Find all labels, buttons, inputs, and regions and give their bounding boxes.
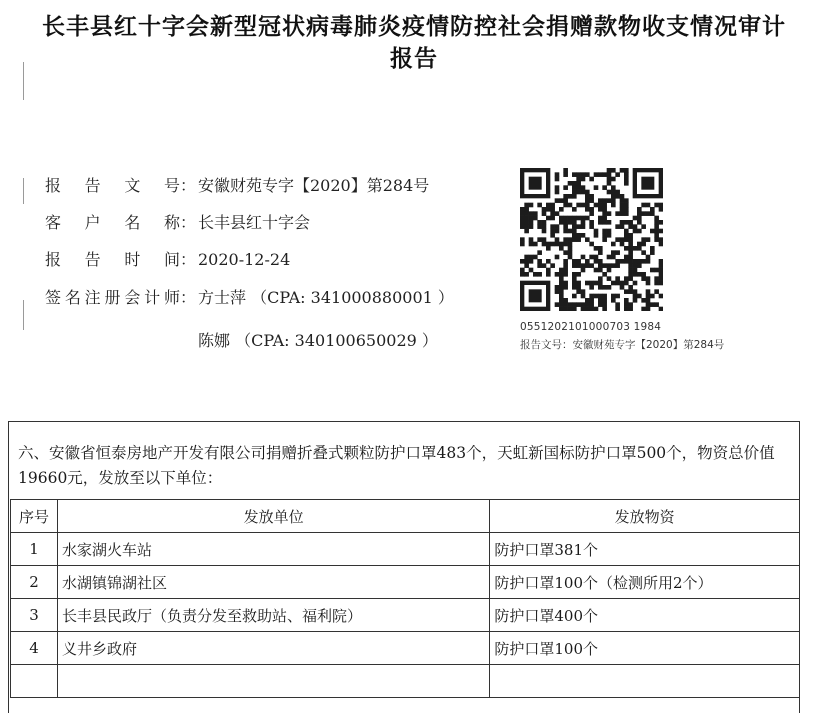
qr-report-reference: 报告文号：安徽财苑专字【2020】第284号	[520, 339, 725, 351]
row-item: 防护口罩400个	[490, 599, 800, 632]
header-index: 序号	[11, 500, 58, 533]
distribution-table	[10, 499, 800, 698]
row-item	[490, 665, 800, 698]
row-unit: 义井乡政府	[57, 632, 489, 665]
cpa-1-value: 方士萍 （CPA: 341000880001 ）	[198, 288, 454, 307]
colon: ：	[180, 176, 197, 195]
row-index: 4	[11, 632, 58, 665]
report-title-line-2: 报告	[390, 46, 438, 72]
row-unit: 水湖镇锦湖社区	[57, 566, 489, 599]
row-item: 防护口罩100个（检测所用2个）	[490, 566, 800, 599]
row-unit: 长丰县民政厅（负责分发至救助站、福利院）	[57, 599, 489, 632]
row-unit: 水家湖火车站	[57, 533, 489, 566]
report-number-row	[45, 173, 429, 196]
report-number-value: 安徽财苑专字【2020】第284号	[198, 176, 430, 195]
qr-code-icon	[520, 168, 663, 311]
report-number-label: 报 告 文 号	[45, 176, 180, 195]
table-row	[11, 665, 800, 698]
row-unit	[57, 665, 489, 698]
colon: ：	[180, 213, 197, 232]
qr-serial-number: 0551202101000703 1984	[520, 321, 662, 333]
row-index: 1	[11, 533, 58, 566]
header-item: 发放物资	[490, 500, 800, 533]
table-row	[11, 599, 800, 632]
table-row	[11, 533, 800, 566]
row-item: 防护口罩100个	[490, 632, 800, 665]
row-index: 3	[11, 599, 58, 632]
cpa-2-value: 陈娜 （CPA: 340100650029 ）	[198, 331, 438, 350]
colon: ：	[180, 250, 197, 269]
table-row	[11, 632, 800, 665]
row-index	[11, 665, 58, 698]
client-row	[45, 210, 310, 233]
report-title-line-1: 长丰县红十字会新型冠状病毒肺炎疫情防控社会捐赠款物收支情况审计	[42, 14, 786, 40]
section-heading: 六、安徽省恒泰房地产开发有限公司捐赠折叠式颗粒防护口罩483个，天虹新国标防护口罩500个，物资总价值19660元，发放至以下单位：	[18, 444, 775, 487]
colon: ：	[180, 288, 197, 307]
report-date-value: 2020-12-24	[198, 250, 291, 269]
report-date-row	[45, 247, 290, 270]
client-value: 长丰县红十字会	[198, 213, 311, 232]
table-row	[11, 566, 800, 599]
row-index: 2	[11, 566, 58, 599]
margin-mark	[23, 300, 24, 330]
report-date-label: 报 告 时 间	[45, 250, 180, 269]
client-label: 客 户 名 称	[45, 213, 180, 232]
cpa-label: 签名注册会计师	[45, 288, 180, 307]
cpa-row	[45, 285, 454, 308]
margin-mark	[23, 178, 24, 204]
header-unit: 发放单位	[57, 500, 489, 533]
margin-mark	[23, 62, 24, 100]
table-header-row	[11, 500, 800, 533]
row-item: 防护口罩381个	[490, 533, 800, 566]
